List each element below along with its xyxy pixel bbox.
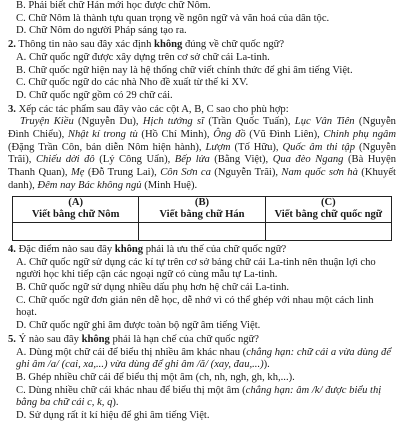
question-5-option-c-main: C. Dùng nhiều chữ cái khác nhau để biểu thị một âm (: [16, 384, 246, 396]
table-header-row: [13, 196, 392, 222]
column-a-letter: (A): [68, 196, 84, 208]
work-author: (Bà Huyện Thanh Quan),: [8, 154, 397, 179]
answer-cell-b[interactable]: [139, 222, 265, 240]
question-4-option-d: D. Chữ quốc ngữ ghi âm được toàn bộ ngữ âm tiếng Việt.: [16, 320, 261, 332]
question-2-option-d: D. Chữ quốc ngữ gồm có 29 chữ cái.: [16, 89, 173, 101]
work-title: Quốc âm thi tập: [282, 141, 355, 153]
question-5-option-c-end: ).: [112, 397, 119, 409]
work-title: Chinh phụ ngâm: [323, 129, 396, 141]
question-5-stem-b: phải là hạn chế của chữ quốc ngữ?: [109, 333, 259, 345]
classification-table: [12, 196, 392, 241]
work-title: Qua đèo Ngang: [272, 154, 344, 166]
question-5-stem: [8, 334, 396, 347]
work-author: (Lý Công Uẩn),: [94, 154, 175, 166]
prev-option-b: B. Phải biết chữ Hán mới học được chữ Nôm.: [16, 0, 211, 11]
work-title: Mẹ: [70, 167, 85, 179]
question-5-option-a-example: chẳng hạn: chữ cái a vừa dùng để ghi âm /a/ (cai, xa,...) vừa dùng để ghi âm /ă/ (xay, đau,...): [16, 346, 392, 371]
question-5-option-d: D. Sử dụng rất ít kí hiệu để ghi âm tiếng Việt.: [16, 410, 210, 422]
work-author: (Bằng Việt),: [209, 154, 273, 166]
work-author: (Nguyễn Đình Chiểu),: [8, 116, 396, 141]
answer-cell-a[interactable]: [13, 222, 139, 240]
question-2-option-a: A. Chữ quốc ngữ được xây dựng trên cơ sở chữ cái La-tinh.: [16, 51, 270, 63]
column-b-label: Viết bằng chữ Hán: [159, 209, 245, 221]
question-5-option-b: B. Ghép nhiều chữ cái để biểu thị một âm (ch, nh, ngh, gh, kh,...).: [16, 371, 295, 383]
work-title: Ông đồ: [213, 129, 246, 141]
question-3-stem: [8, 104, 396, 117]
question-5-number: 5.: [8, 333, 16, 345]
work-author: (Nguyễn Trãi),: [210, 167, 282, 179]
question-2-stem-b: đúng về chữ quốc ngữ?: [182, 39, 285, 51]
work-author: (Nguyễn Trãi),: [8, 141, 397, 166]
column-b-letter: (B): [194, 196, 210, 208]
prev-option-c: C. Chữ Nôm là thành tựu quan trọng về ngôn ngữ và văn hoá của dân tộc.: [16, 12, 330, 24]
question-4-option-b: B. Chữ quốc ngữ sử dụng nhiều dấu phụ hơn hệ chữ cái La-tinh.: [16, 282, 290, 294]
question-5-option-c: [8, 385, 396, 410]
work-author: (Vũ Đình Liên),: [245, 129, 324, 141]
work-title: Truyện Kiều: [20, 116, 74, 128]
table-header-c: [265, 196, 391, 222]
question-4-number: 4.: [8, 243, 16, 255]
question-3-works-list: [8, 116, 396, 192]
work-title: Đêm nay Bác không ngủ: [37, 179, 142, 191]
question-5-stem-bold: không: [81, 333, 110, 345]
column-c-letter: (C): [320, 196, 336, 208]
question-4-option-a: A. Chữ quốc ngữ sử dụng các kí tự trên cơ sở bảng chữ cái La-tinh nên thuận lợi cho người học khi tiếp cận các ngoại ngữ có cùng mẫu tự La-tinh.: [16, 256, 376, 281]
question-4-option-c: C. Chữ quốc ngữ đơn giản nên dễ học, dễ nhớ vì có thể ghép với nhau một cách linh hoạt.: [16, 294, 374, 319]
table-header-b: [139, 196, 265, 222]
work-author: (Minh Huệ).: [141, 179, 198, 191]
work-author: (Tố Hữu),: [230, 141, 283, 153]
question-5-option-a-end: ).: [263, 359, 270, 371]
work-author: (Nguyễn Du),: [73, 116, 143, 128]
work-title: Lượm: [205, 141, 231, 153]
column-a-label: Viết bằng chữ Nôm: [31, 209, 120, 221]
work-title: Hịch tướng sĩ: [142, 116, 205, 128]
question-3-stem-text: Xếp các tác phẩm sau đây vào các cột A, B, C sao cho phù hợp:: [15, 103, 289, 115]
question-4-stem: [8, 244, 396, 257]
work-title: Chiếu dời đô: [35, 154, 95, 166]
question-4-stem-b: phải là ưu thế của chữ quốc ngữ?: [143, 243, 287, 255]
work-title: Côn Sơn ca: [160, 167, 211, 179]
question-2-stem: [8, 39, 396, 52]
work-author: (Khuyết danh),: [8, 167, 397, 191]
work-author: (Hồ Chí Minh),: [137, 129, 214, 141]
question-2-option-b: B. Chữ quốc ngữ hiện nay là hệ thống chữ viết chính thức để ghi âm tiếng Việt.: [16, 64, 353, 76]
column-c-label: Viết bằng chữ quốc ngữ: [274, 209, 383, 221]
question-5-option-a-main: A. Dùng một chữ cái để biểu thị nhiều âm khác nhau (: [16, 346, 247, 358]
question-5-option-a: [8, 347, 396, 372]
question-2-option-c: C. Chữ quốc ngữ do các nhà Nho đề xuất từ thế kỉ XV.: [16, 77, 249, 89]
work-title: Nam quốc sơn hà: [281, 167, 358, 179]
table-answer-row: [13, 222, 392, 240]
question-2-stem-a: Thông tin nào sau đây xác định: [15, 39, 155, 51]
work-author: (Đỗ Trung Lai),: [84, 167, 161, 179]
work-author: (Đặng Trần Côn, bản diễn Nôm hiện hành),: [8, 141, 206, 153]
work-title: Nhật kí trong tù: [67, 129, 138, 141]
question-4-stem-bold: không: [114, 243, 144, 255]
prev-option-d: D. Chữ Nôm do người Pháp sáng tạo ra.: [16, 25, 187, 37]
question-5-option-c-example: chẳng hạn: âm /k/ được biểu thị bằng ba chữ cái c, k, q: [16, 384, 382, 409]
table-header-a: [13, 196, 139, 222]
work-author: (Trần Quốc Tuấn),: [204, 116, 295, 128]
work-title: Lục Vân Tiên: [294, 116, 355, 128]
question-2-stem-bold: không: [154, 39, 183, 51]
work-title: Bếp lửa: [174, 154, 210, 166]
question-2-number: 2.: [8, 39, 16, 51]
question-5-stem-a: Ý nào sau đây: [15, 333, 82, 345]
question-3-number: 3.: [8, 103, 16, 115]
answer-cell-c[interactable]: [265, 222, 391, 240]
question-4-stem-a: Đặc điểm nào sau đây: [15, 243, 115, 255]
